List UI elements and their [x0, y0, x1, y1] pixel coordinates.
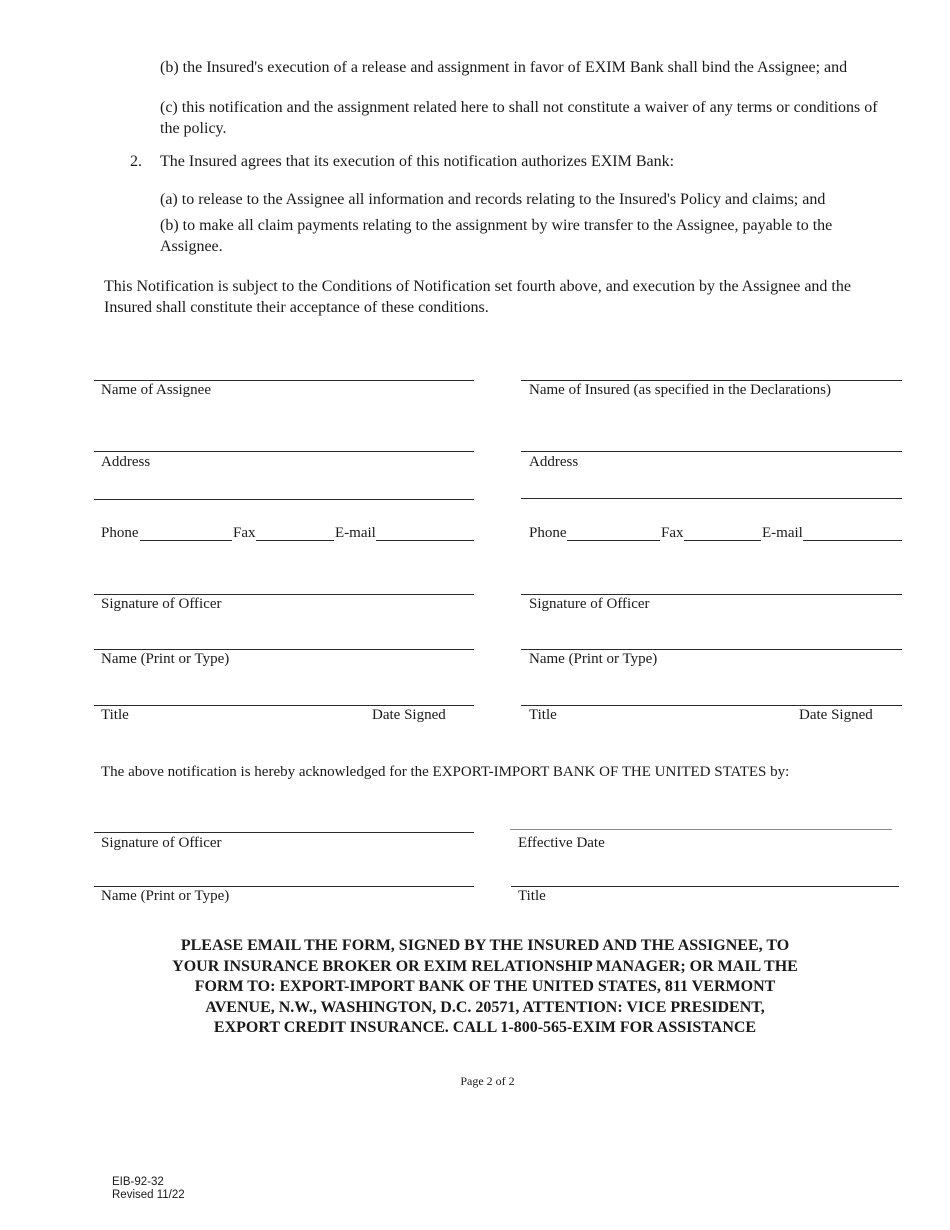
- notice-line-5: EXPORT CREDIT INSURANCE. CALL 1-800-565-EXIM FOR ASSISTANCE: [213, 1019, 757, 1036]
- insured-address-label: Address: [529, 454, 579, 470]
- notice-line-1: PLEASE EMAIL THE FORM, SIGNED BY THE INSURED AND THE ASSIGNEE, TO: [180, 937, 790, 954]
- condition-2-number: 2.: [130, 153, 142, 170]
- insured-email-label: E-mail: [762, 525, 803, 541]
- assignee-title-label: Title: [101, 707, 129, 723]
- assignee-print-name-label: Name (Print or Type): [101, 651, 230, 667]
- assignee-signature-label: Signature of Officer: [101, 596, 222, 612]
- exim-signature-label: Signature of Officer: [101, 835, 222, 851]
- condition-1b: (b) the Insured's execution of a release and assignment in favor of EXIM Bank shall bind the Assignee; and: [160, 59, 848, 76]
- assignee-fax-label: Fax: [233, 525, 256, 541]
- notice-line-2: YOUR INSURANCE BROKER OR EXIM RELATIONSHIP MANAGER; OR MAIL THE: [172, 957, 798, 975]
- exim-title-line[interactable]: [511, 886, 899, 887]
- exim-title-label: Title: [518, 888, 546, 904]
- assignee-phone-field[interactable]: [140, 540, 232, 541]
- form-id: EIB-92-32: [112, 1176, 164, 1188]
- condition-2b: (b) to make all claim payments relating to the assignment by wire transfer to the Assignee, payable to the Assignee.: [160, 217, 833, 255]
- assignee-address-line-2[interactable]: [94, 499, 474, 500]
- condition-1c: (c) this notification and the assignment related here to shall not constitute a waiver of any terms or conditions of the policy.: [160, 99, 878, 137]
- condition-2-intro: The Insured agrees that its execution of this notification authorizes EXIM Bank:: [160, 153, 675, 170]
- insured-title-label: Title: [529, 707, 557, 723]
- assignee-address-line[interactable]: [94, 451, 474, 452]
- assignee-fax-field[interactable]: [256, 540, 334, 541]
- acceptance-paragraph: This Notification is subject to the Conditions of Notification set fourth above, and execution by the Assignee and the Insured shall constitute their acceptance of these conditions.: [104, 278, 851, 316]
- insured-print-name-label: Name (Print or Type): [529, 651, 658, 667]
- insured-date-label: Date Signed: [799, 707, 873, 723]
- assignee-email-field[interactable]: [376, 540, 474, 541]
- insured-address-line-2[interactable]: [521, 498, 902, 499]
- assignee-name-label: Name of Assignee: [101, 382, 211, 398]
- insured-phone-field[interactable]: [567, 540, 660, 541]
- insured-signature-label: Signature of Officer: [529, 596, 650, 612]
- exim-effective-date-label: Effective Date: [518, 835, 605, 851]
- insured-name-label: Name of Insured (as specified in the Declarations): [529, 382, 831, 398]
- exim-print-name-label: Name (Print or Type): [101, 888, 230, 904]
- notice-line-3: FORM TO: EXPORT-IMPORT BANK OF THE UNITED STATES, 811 VERMONT: [194, 978, 776, 995]
- insured-phone-label: Phone: [529, 525, 567, 541]
- condition-2a: (a) to release to the Assignee all information and records relating to the Insured's Policy and claims; and: [160, 191, 826, 208]
- page-number: Page 2 of 2: [460, 1074, 515, 1088]
- assignee-date-label: Date Signed: [372, 707, 446, 723]
- insured-fax-field[interactable]: [684, 540, 761, 541]
- exim-effective-date-line[interactable]: [510, 829, 892, 830]
- exim-signature-line[interactable]: [94, 832, 474, 833]
- assignee-address-label: Address: [101, 454, 151, 470]
- insured-email-field[interactable]: [803, 540, 902, 541]
- mailing-instructions: [120, 936, 850, 1039]
- acknowledgement-text: The above notification is hereby acknowledged for the EXPORT-IMPORT BANK OF THE UNITED STATES by:: [101, 764, 790, 780]
- notice-line-4: AVENUE, N.W., WASHINGTON, D.C. 20571, ATTENTION: VICE PRESIDENT,: [205, 998, 765, 1016]
- assignee-email-label: E-mail: [335, 525, 376, 541]
- assignee-phone-label: Phone: [101, 525, 139, 541]
- form-revision: Revised 11/22: [112, 1189, 185, 1201]
- insured-fax-label: Fax: [661, 525, 684, 541]
- insured-address-line[interactable]: [521, 451, 902, 452]
